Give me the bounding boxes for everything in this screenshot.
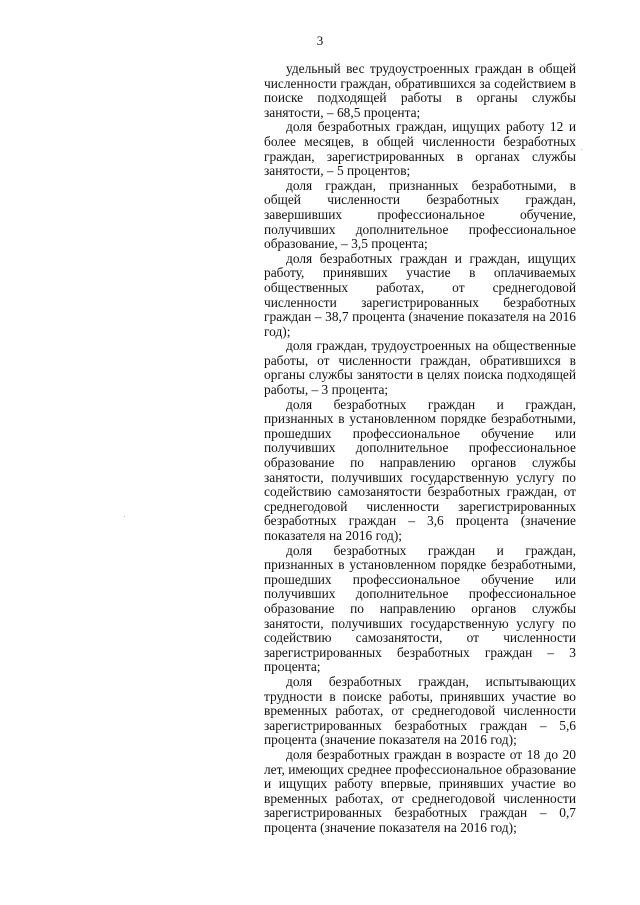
paragraph-long-term-unemployed: доля безработных граждан, ищущих работу 12 и более месяцев, в общей численности безработных граждан, зарегистрированных в органах службы занятости, – 5 процентов;	[264, 119, 576, 179]
paragraph-employment-share: удельный вес трудоустроенных граждан в общей численности граждан, обратившихся за содействием в поиске подходящей работы в органы службы занятости, – 68,5 процента;	[264, 61, 576, 120]
paragraph-temporary-work-difficulty: доля безработных граждан, испытывающих трудности в поиске работы, принявших участие во временных работах, от среднегодовой численности зарегистрированных безработных граждан – 5,6 процента (значение показателя на 2016 год);	[264, 673, 576, 748]
scan-speck	[581, 149, 582, 150]
paragraph-self-employment-2016: доля безработных граждан и граждан, признанных в установленном порядке безработными, прошедших профессиональное обучение или получивших дополнительное профессиональное образование по направлению органов службы занятости, получивших государственную услугу по содействию самозанятости безработных граждан, от среднегодовой численности зарегистрированных безработных граждан – 3,6 процента (значение показателя на 2016 год);	[264, 396, 576, 543]
scan-speck	[124, 516, 125, 517]
paragraph-training-completion: доля граждан, признанных безработными, в общей численности безработных граждан, завершивших профессиональное обучение, получивших дополнительное профессиональное образование, – 3,5 процента;	[264, 177, 576, 252]
paragraph-public-works-participation: доля безработных граждан и граждан, ищущих работу, принявших участие в оплачиваемых общественных работах, от среднегодовой численности зарегистрированных безработных граждан – 38,7 процента (значение показателя на 2016 год);	[264, 250, 576, 339]
page-number: 3	[316, 33, 324, 48]
paragraph-youth-temporary-work: доля безработных граждан в возрасте от 18 до 20 лет, имеющих среднее профессиональное образование и ищущих работу впервые, принявших участие во временных работах, от среднегодовой численности зарегистрированных безработных граждан – 0,7 процента (значение показателя на 2016 год);	[264, 746, 576, 835]
paragraph-public-works-employment: доля граждан, трудоустроенных на общественные работы, от численности граждан, обратившихся в органы службы занятости в целях поиска подходящей работы, – 3 процента;	[264, 338, 576, 398]
document-body	[264, 62, 576, 835]
paragraph-self-employment: доля безработных граждан и граждан, признанных в установленном порядке безработными, прошедших профессиональное обучение или получивших дополнительное профессиональное образование по направлению органов службы занятости, получивших государственную услугу по содействию самозанятости, от численности зарегистрированных безработных граждан – 3 процента;	[264, 542, 576, 675]
